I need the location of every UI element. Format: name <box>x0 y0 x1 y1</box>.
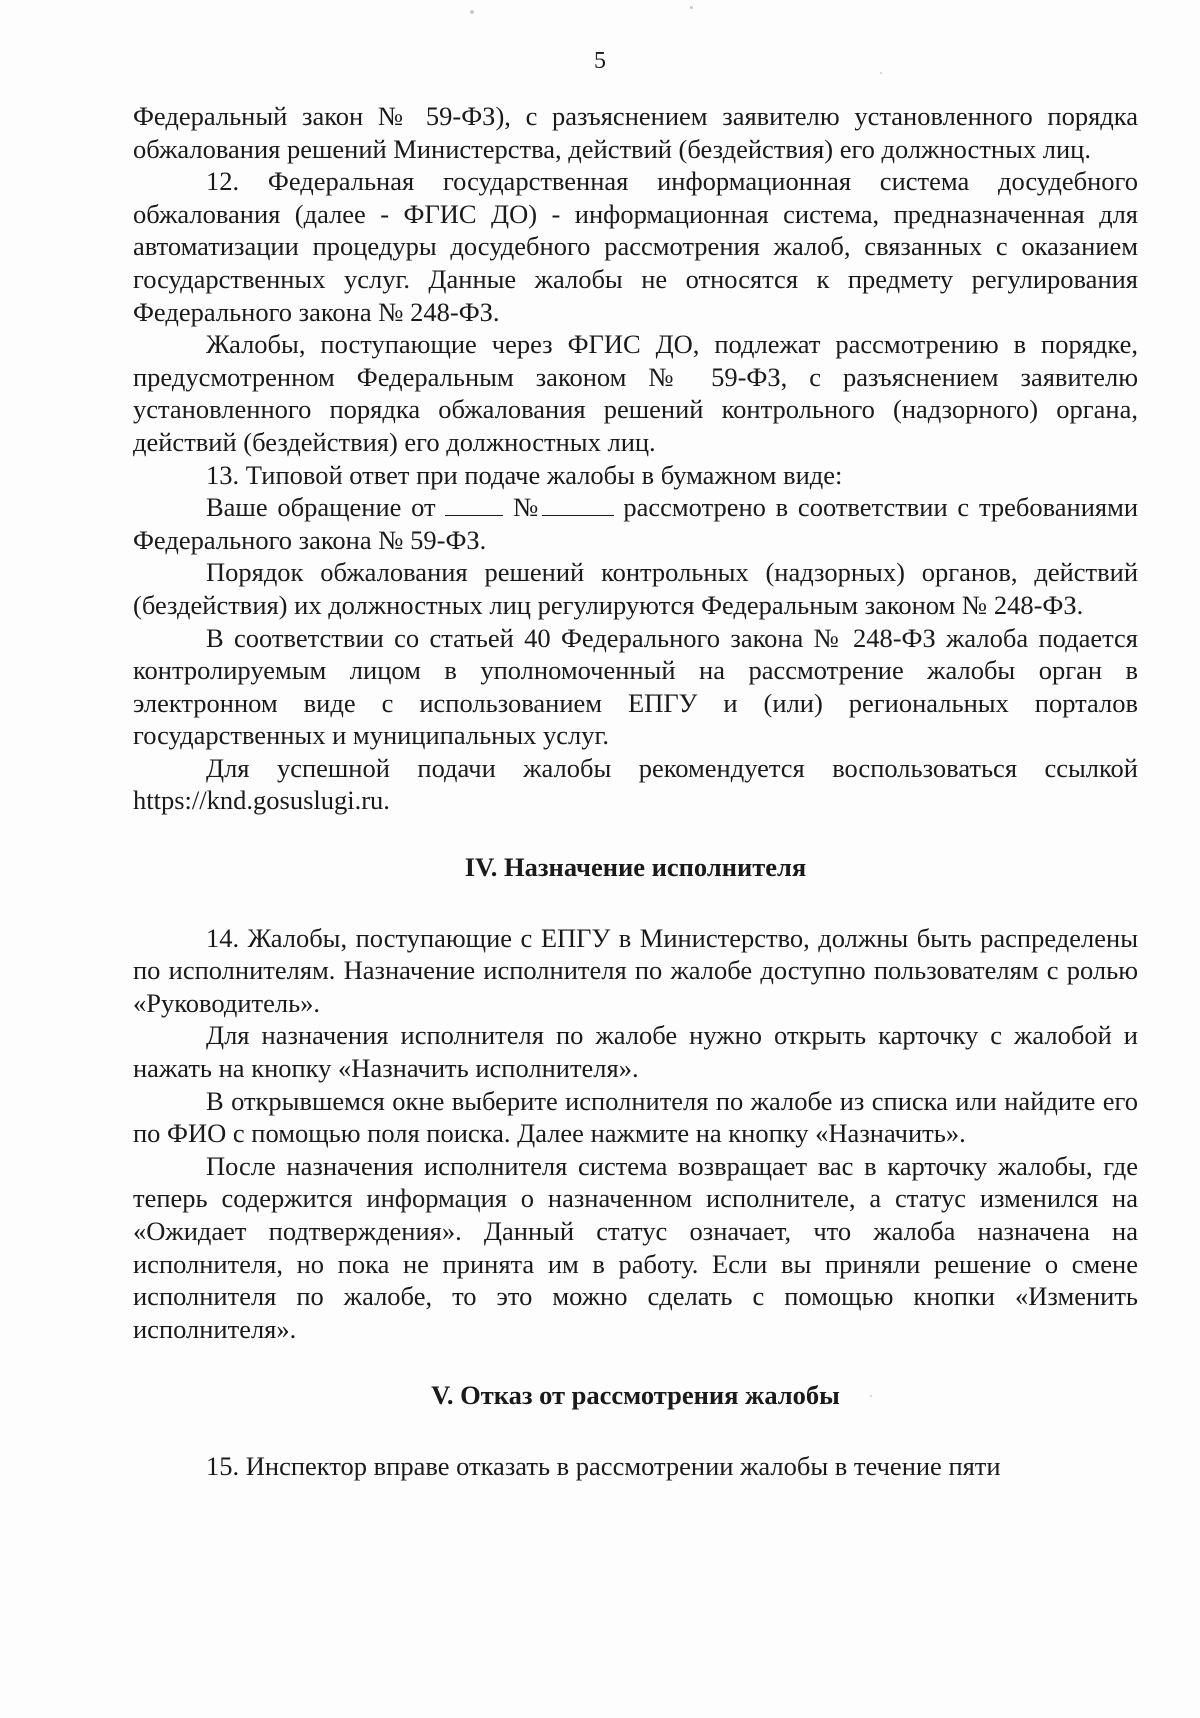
section-heading-v: V. Отказ от рассмотрения жалобы <box>431 1380 840 1411</box>
page-number: 5 <box>594 48 606 74</box>
paragraph-assign-card: Для назначения исполнителя по жалобе нужно открыть карточку с жалобой и нажать на кнопку «Назначить исполнителя». <box>133 1020 1138 1084</box>
paragraph-template-answer <box>133 491 1138 556</box>
paragraph-14: 14. Жалобы, поступающие с ЕПГУ в Министерство, должны быть распределены по исполнителям. Назначение исполнителя по жалобе доступно пользователям с ролью «Руководитель». <box>133 922 1138 1018</box>
section-heading-iv: IV. Назначение исполнителя <box>464 852 807 883</box>
paragraph-15: 15. Инспектор вправе отказать в рассмотрении жалобы в течение пяти <box>206 1450 1001 1481</box>
template-answer-part2: № <box>513 492 542 523</box>
paragraph-continuation: Федеральный закон № 59-ФЗ), с разъяснением заявителю установленного порядка обжалования решений Министерства, действий (бездействия) его должностных лиц. <box>133 101 1138 164</box>
scan-speck <box>690 6 693 9</box>
date-blank <box>445 493 503 516</box>
paragraph-link: Для успешной подачи жалобы рекомендуется воспользоваться ссылкой https://knd.gosuslugi.ru. <box>133 752 1138 816</box>
number-blank <box>542 493 614 516</box>
scan-speck <box>470 10 474 14</box>
scan-speck <box>870 1395 872 1397</box>
paragraph-13: 13. Типовой ответ при подаче жалобы в бумажном виде: <box>206 459 843 490</box>
paragraph-after-assign: После назначения исполнителя система возвращает вас в карточку жалобы, где теперь содержится информация о назначенном исполнителе, а статус изменился на «Ожидает подтверждения». Данный статус означает, что жалоба назначена на исполнителя, но пока не принята им в работу. Если вы приняли решение о смене исполнителя по жалобе, то это можно сделать с помощью кнопки «Изменить исполнителя». <box>133 1150 1138 1344</box>
document-body <box>133 100 1138 1483</box>
scan-speck <box>880 72 882 74</box>
paragraph-appeal-order: Порядок обжалования решений контрольных (надзорных) органов, действий (бездействия) их должностных лиц регулируются Федеральным законом № 248-ФЗ. <box>133 557 1138 620</box>
paragraph-fgis-complaints: Жалобы, поступающие через ФГИС ДО, подлежат рассмотрению в порядке, предусмотренном Федеральным законом № 59-ФЗ, с разъяснением заявителю установленного порядка обжалования решений контрольного (надзорного) органа, действий (бездействия) его должностных лиц. <box>133 329 1138 457</box>
paragraph-article-40: В соответствии со статьей 40 Федерального закона № 248-ФЗ жалоба подается контролируемым лицом в уполномоченный на рассмотрение жалобы орган в электронном виде с использованием ЕПГУ и (или) региональных порталов государственных и муниципальных услуг. <box>133 622 1138 751</box>
template-answer-part1: Ваше обращение от <box>206 492 436 523</box>
template-answer-part3: рассмотрено в соответствии с требованиями Федерального закона № 59-ФЗ. <box>133 492 1139 555</box>
paragraph-12: 12. Федеральная государственная информационная система досудебного обжалования (далее - ФГИС ДО) - информационная система, предназначенная для автоматизации процедуры досудебного рассмотрения жалоб, связанных с оказанием государственных услуг. Данные жалобы не относятся к предмету регулирования Федерального закона № 248-ФЗ. <box>133 166 1138 327</box>
paragraph-assign-window: В открывшемся окне выберите исполнителя по жалобе из списка или найдите его по ФИО с помощью поля поиска. Далее нажмите на кнопку «Назначить». <box>133 1085 1138 1149</box>
